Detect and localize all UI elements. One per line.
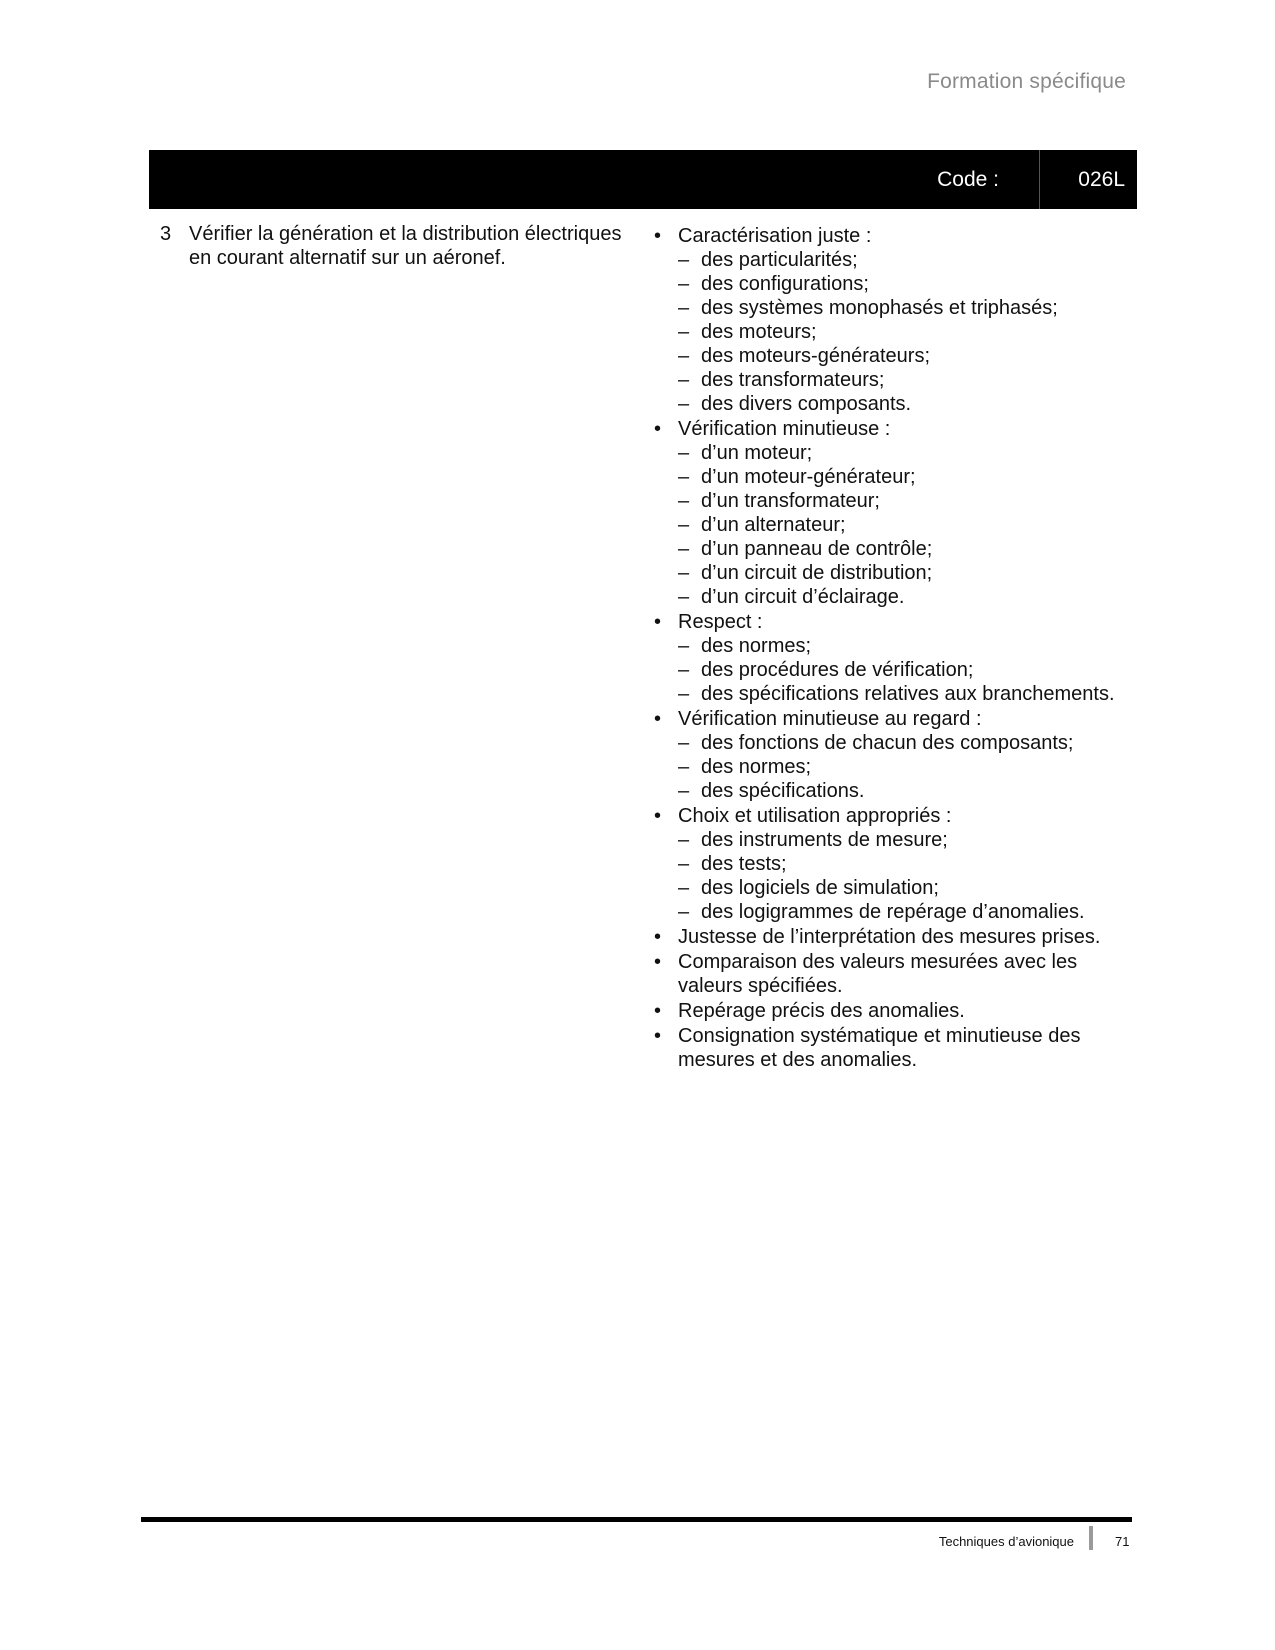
criterion-subitem — [678, 320, 1134, 344]
footer-separator — [1089, 1526, 1093, 1550]
criterion-subitem-text: des spécifications. — [701, 780, 865, 802]
criterion-subitem-text: des fonctions de chacun des composants; — [701, 732, 1074, 754]
bullet-icon: • — [654, 951, 662, 973]
criterion-subitem — [678, 513, 1134, 537]
criterion-subitem-text: d’un transformateur; — [701, 490, 880, 512]
dash-icon: – — [678, 297, 690, 319]
bullet-icon: • — [654, 926, 662, 948]
criterion-subitem — [678, 537, 1134, 561]
criterion-sublist — [678, 248, 1134, 416]
criterion-subitem — [678, 779, 1134, 803]
criterion-subitem-text: d’un circuit de distribution; — [701, 562, 933, 584]
bullet-icon: • — [654, 1025, 662, 1047]
criterion-subitem-text: des moteurs; — [701, 321, 817, 343]
criterion-item — [654, 224, 1134, 416]
criterion-subitem — [678, 876, 1134, 900]
page-number: 71 — [1115, 1534, 1130, 1549]
dash-icon: – — [678, 756, 690, 778]
criterion-text: Comparaison des valeurs mesurées avec les valeurs spécifiées. — [678, 951, 1078, 997]
criterion-text: Repérage précis des anomalies. — [678, 1000, 965, 1022]
criterion-subitem-text: d’un alternateur; — [701, 514, 846, 536]
criterion-subitem — [678, 828, 1134, 852]
criterion-subitem-text: d’un moteur-générateur; — [701, 466, 916, 488]
criterion-subitem-text: des transformateurs; — [701, 369, 885, 391]
criterion-subitem-text: des configurations; — [701, 273, 869, 295]
criterion-subitem-text: des logiciels de simulation; — [701, 877, 939, 899]
bullet-icon: • — [654, 418, 662, 440]
footer-rule — [141, 1517, 1132, 1522]
criterion-subitem-text: des normes; — [701, 635, 812, 657]
dash-icon: – — [678, 393, 690, 415]
dash-icon: – — [678, 732, 690, 754]
dash-icon: – — [678, 683, 690, 705]
competency-element — [160, 222, 640, 270]
criterion-subitem — [678, 852, 1134, 876]
bullet-icon: • — [654, 1000, 662, 1022]
bullet-icon: • — [654, 611, 662, 633]
criterion-subitem — [678, 561, 1134, 585]
criterion-sublist — [678, 731, 1134, 803]
dash-icon: – — [678, 249, 690, 271]
bullet-icon: • — [654, 708, 662, 730]
dash-icon: – — [678, 490, 690, 512]
code-bar — [149, 150, 1137, 209]
bullet-icon: • — [654, 225, 662, 247]
criterion-subitem — [678, 248, 1134, 272]
dash-icon: – — [678, 562, 690, 584]
criterion-subitem-text: des divers composants. — [701, 393, 912, 415]
bullet-icon: • — [654, 805, 662, 827]
criterion-subitem-text: des spécifications relatives aux branchements. — [701, 683, 1115, 705]
criterion-subitem — [678, 392, 1134, 416]
criterion-subitem-text: des particularités; — [701, 249, 858, 271]
criterion-sublist — [678, 828, 1134, 924]
criterion-subitem — [678, 441, 1134, 465]
criterion-item — [654, 950, 1134, 998]
code-value: 026L — [1078, 168, 1125, 191]
criterion-item — [654, 610, 1134, 706]
criterion-subitem-text: des tests; — [701, 853, 787, 875]
criterion-text: Caractérisation juste : — [678, 225, 872, 247]
criterion-item — [654, 1024, 1134, 1072]
criterion-sublist — [678, 634, 1134, 706]
criterion-subitem-text: d’un panneau de contrôle; — [701, 538, 933, 560]
criterion-subitem — [678, 344, 1134, 368]
dash-icon: – — [678, 829, 690, 851]
criterion-subitem-text: des normes; — [701, 756, 812, 778]
criterion-item — [654, 417, 1134, 609]
criterion-item — [654, 999, 1134, 1023]
criterion-text: Consignation systématique et minutieuse des mesures et des anomalies. — [678, 1025, 1081, 1071]
criterion-text: Vérification minutieuse au regard : — [678, 708, 982, 730]
criterion-subitem — [678, 900, 1134, 924]
dash-icon: – — [678, 635, 690, 657]
criterion-subitem — [678, 489, 1134, 513]
criterion-item — [654, 925, 1134, 949]
dash-icon: – — [678, 780, 690, 802]
performance-criteria-list — [654, 224, 1134, 1073]
dash-icon: – — [678, 514, 690, 536]
dash-icon: – — [678, 659, 690, 681]
criterion-subitem-text: des procédures de vérification; — [701, 659, 974, 681]
criterion-subitem — [678, 658, 1134, 682]
criterion-sublist — [678, 441, 1134, 609]
criterion-subitem-text: des logigrammes de repérage d’anomalies. — [701, 901, 1085, 923]
dash-icon: – — [678, 273, 690, 295]
criterion-subitem — [678, 465, 1134, 489]
criterion-subitem-text: d’un moteur; — [701, 442, 813, 464]
criterion-subitem-text: d’un circuit d’éclairage. — [701, 586, 905, 608]
criterion-subitem-text: des systèmes monophasés et triphasés; — [701, 297, 1058, 319]
dash-icon: – — [678, 853, 690, 875]
criterion-subitem-text: des moteurs-générateurs; — [701, 345, 931, 367]
dash-icon: – — [678, 369, 690, 391]
criterion-subitem — [678, 585, 1134, 609]
criterion-subitem — [678, 731, 1134, 755]
criterion-text: Justesse de l’interprétation des mesures prises. — [678, 926, 1101, 948]
dash-icon: – — [678, 538, 690, 560]
dash-icon: – — [678, 345, 690, 367]
criterion-text: Vérification minutieuse : — [678, 418, 891, 440]
dash-icon: – — [678, 901, 690, 923]
footer-title: Techniques d’avionique — [938, 1534, 1074, 1549]
dash-icon: – — [678, 586, 690, 608]
criterion-item — [654, 804, 1134, 924]
criterion-subitem-text: des instruments de mesure; — [701, 829, 948, 851]
code-label: Code : — [937, 168, 999, 191]
criterion-subitem — [678, 755, 1134, 779]
criterion-text: Choix et utilisation appropriés : — [678, 805, 952, 827]
criterion-subitem — [678, 296, 1134, 320]
element-text: Vérifier la génération et la distribution électriques en courant alternatif sur un aéronef. — [189, 223, 622, 269]
element-number: 3 — [160, 223, 172, 245]
dash-icon: – — [678, 877, 690, 899]
criterion-subitem — [678, 682, 1134, 706]
criterion-text: Respect : — [678, 611, 763, 633]
running-header: Formation spécifique — [927, 70, 1126, 93]
dash-icon: – — [678, 466, 690, 488]
dash-icon: – — [678, 442, 690, 464]
criterion-item — [654, 707, 1134, 803]
criterion-subitem — [678, 368, 1134, 392]
dash-icon: – — [678, 321, 690, 343]
criterion-subitem — [678, 272, 1134, 296]
criterion-subitem — [678, 634, 1134, 658]
code-divider — [1039, 150, 1040, 209]
